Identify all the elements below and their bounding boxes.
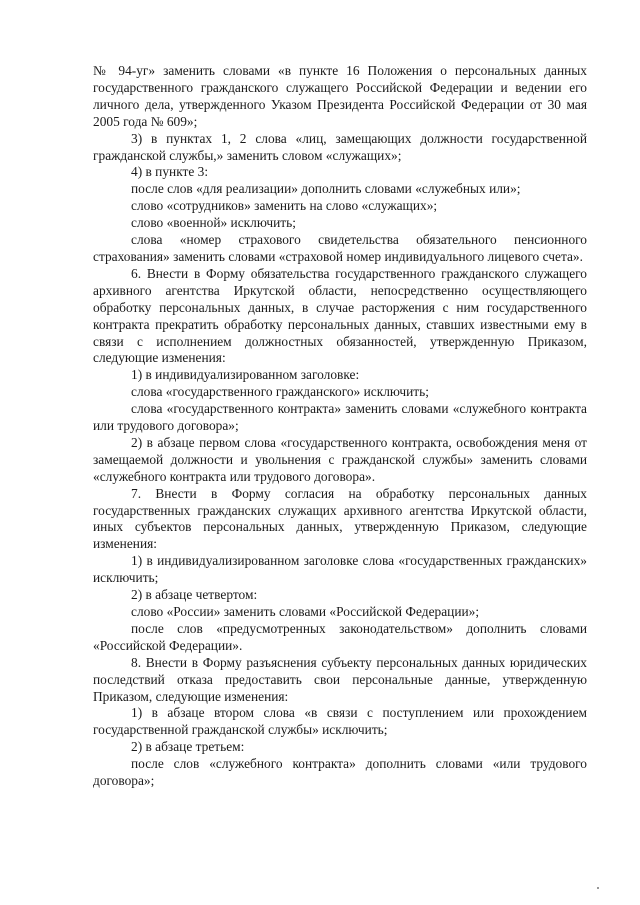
paragraph: после слов «предусмотренных законодательством» дополнить словами «Российской Федерации».	[93, 620, 587, 653]
paragraph: после слов «служебного контракта» дополнить словами «или трудового договора»;	[93, 756, 587, 789]
paragraph: слово «военной» исключить;	[131, 215, 296, 231]
paragraph: 1) в индивидуализированном заголовке:	[131, 367, 360, 383]
paragraph: 1) в абзаце втором слова «в связи с поступлением или прохождением государственной гражданской службы» исключить;	[93, 705, 587, 738]
paragraph: 7. Внести в Форму согласия на обработку персональных данных государственных гражданских служащих архивного агентства Иркутской области, иных субъектов персональных данных, утвержденную Приказом, следующие изменения:	[93, 485, 587, 552]
paragraph: 1) в индивидуализированном заголовке слова «государственных гражданских» исключить;	[93, 553, 587, 586]
paragraph: 2) в абзаце четвертом:	[131, 587, 258, 603]
paragraph: 2) в абзаце третьем:	[131, 739, 245, 755]
paragraph: 2) в абзаце первом слова «государственного контракта, освобождения меня от замещаемой должности и увольнения с гражданской службы» заменить словами «служебного контракта или трудового договора».	[93, 434, 587, 484]
paragraph: слова «государственного гражданского» исключить;	[131, 384, 429, 400]
paragraph: слова «государственного контракта» заменить словами «служебного контракта или трудового договора»;	[93, 401, 587, 434]
paragraph: 6. Внести в Форму обязательства государственного гражданского служащего архивного агентства Иркутской области, непосредственно осуществляющего обработку персональных данных, в случае расторжения с ним государственного контракта прекратить обработку персональных данных, ставших известными ему в связи с исполнением должностных обязанностей, утвержденную Приказом, следующие изменения:	[93, 265, 587, 366]
paragraph: слово «сотрудников» заменить на слово «служащих»;	[131, 198, 438, 214]
paragraph: слова «номер страхового свидетельства обязательного пенсионного страхования» заменить словами «страховой номер индивидуального лицевого счета».	[93, 232, 587, 264]
document-body	[93, 63, 587, 790]
paragraph: слово «России» заменить словами «Российской Федерации»;	[131, 604, 480, 619]
paragraph: после слов «для реализации» дополнить словами «служебных или»;	[131, 181, 521, 197]
paragraph: № 94-уг» заменить словами «в пункте 16 Положения о персональных данных государственного гражданского служащего Российской Федерации и ведении его личного дела, утвержденного Указом Президента Российской Федерации от 30 мая 2005 года № 609»;	[93, 63, 587, 129]
paragraph: 3) в пунктах 1, 2 слова «лиц, замещающих должности государственной гражданской службы,» заменить словом «служащих»;	[93, 130, 587, 163]
paragraph: 4) в пункте 3:	[131, 164, 209, 180]
paragraph: 8. Внести в Форму разъяснения субъекту персональных данных юридических последствий отказа предоставить свои персональные данные, утвержденную Приказом, следующие изменения:	[93, 654, 587, 704]
scan-speck	[597, 887, 599, 889]
